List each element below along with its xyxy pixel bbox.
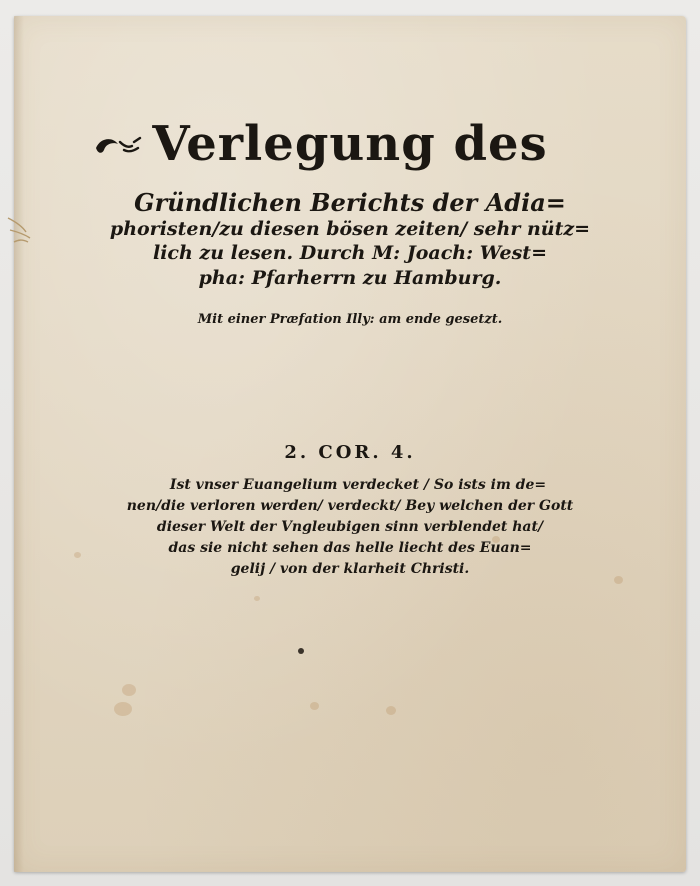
verse-line-3: dieser Welt der Vngleubigen sinn verblendet hat/	[156, 519, 544, 535]
verse-line-2: nen/die verloren werden/ verdeckt/ Bey welchen der Gott	[126, 498, 574, 514]
verse-line-4: das sie nicht sehen das helle liecht des Euan=	[168, 540, 532, 556]
verse-line-1: Ist vnser Euangelium verdecket / So ists im de=	[169, 477, 547, 493]
title-line-3: lich zu lesen. Durch M: Joach: West=	[153, 242, 547, 264]
foxing-spot	[122, 684, 136, 696]
foxing-spot	[386, 706, 396, 715]
foxing-spot	[614, 576, 623, 584]
ink-dot	[298, 648, 304, 654]
scripture-citation: 2. COR. 4.	[284, 442, 416, 463]
foxing-spot	[114, 702, 132, 716]
foxing-spot	[254, 596, 260, 601]
title-page	[14, 16, 686, 872]
title-main: Verlegung des	[152, 116, 548, 172]
preface-note: Mit einer Præfation Illy: am ende gesetzt.	[197, 312, 503, 327]
foxing-spot	[310, 702, 319, 710]
verse-line-5: gelij / von der klarheit Christi.	[230, 561, 470, 577]
title-line-4: pha: Pfarherrn zu Hamburg.	[198, 267, 502, 289]
title-line-2: phoristen/zu diesen bösen zeiten/ sehr nütz=	[109, 218, 591, 240]
title-line-1: Gründlichen Berichts der Adia=	[134, 188, 566, 217]
